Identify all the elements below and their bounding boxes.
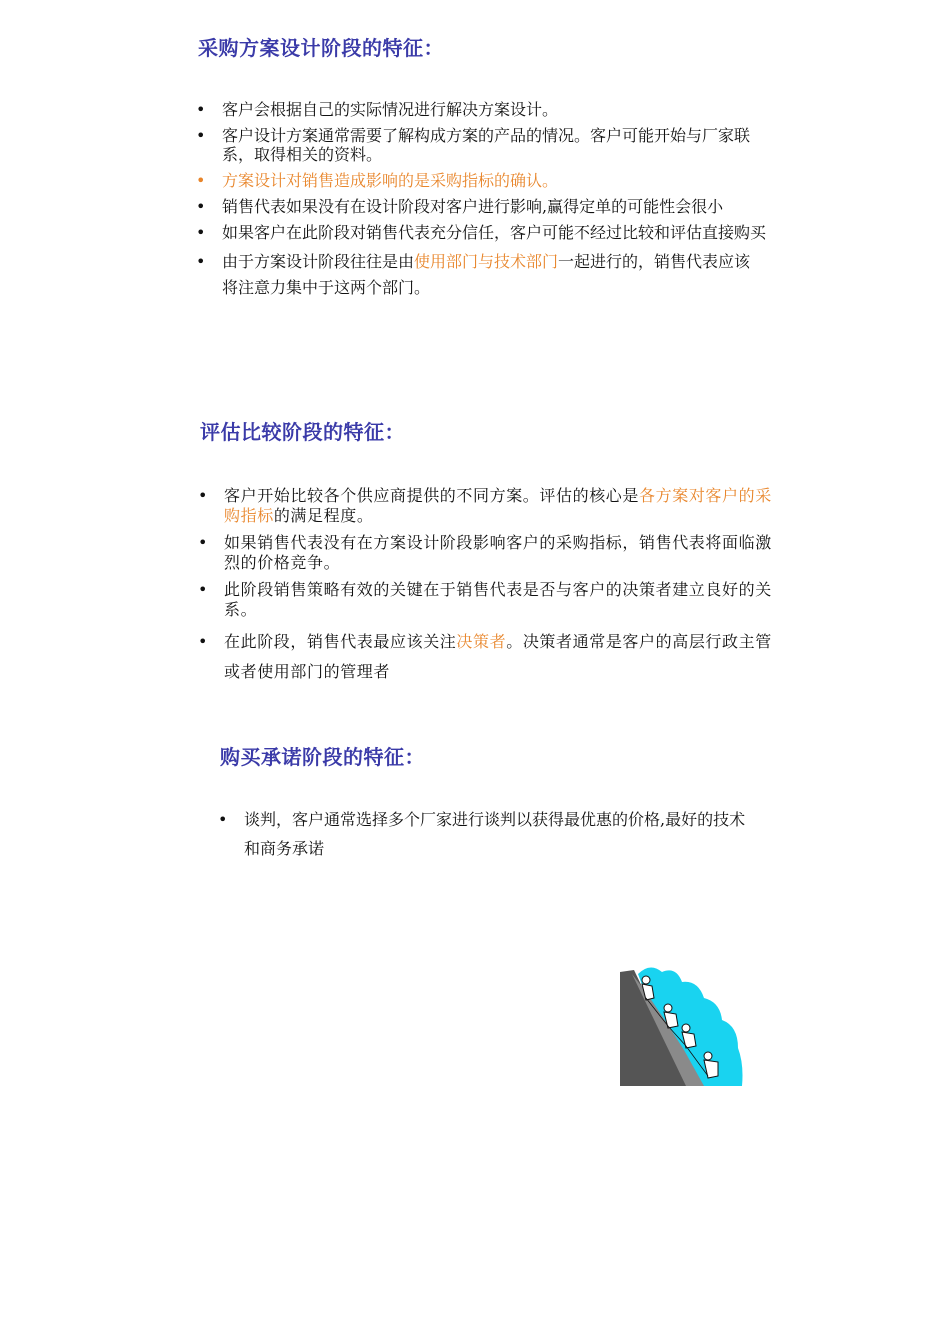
item-text: 客户开始比较各个供应商提供的不同方案。评估的核心是 bbox=[224, 486, 640, 505]
list-item bbox=[198, 486, 774, 526]
list-item: • 谈判，客户通常选择多个厂家进行谈判以获得最优惠的价格,最好的技术和商务承诺 bbox=[218, 805, 758, 863]
mountain-climbers-illustration bbox=[620, 964, 744, 1086]
section-title-solution-design: 采购方案设计阶段的特征： bbox=[198, 36, 444, 60]
item-text: 。决策者通常是客户的高层行政主管或者使用部门的管理者 bbox=[224, 632, 772, 681]
section-title-purchase-commitment: 购买承诺阶段的特征： bbox=[220, 745, 425, 769]
list-item bbox=[196, 249, 766, 301]
list-item: • 此阶段销售策略有效的关键在于销售代表是否与客户的决策者建立良好的关系。 bbox=[198, 580, 774, 620]
item-text: 由于方案设计阶段往往是由 bbox=[222, 252, 415, 271]
highlight-text: 使用部门与技术部门 bbox=[414, 252, 559, 271]
list-item bbox=[198, 627, 774, 687]
list-item-highlighted: • 方案设计对销售造成影响的是采购指标的确认。 bbox=[196, 171, 766, 190]
highlight-text: 各方案对客户的采购指标 bbox=[224, 486, 772, 525]
list-item: • 如果客户在此阶段对销售代表充分信任，客户可能不经过比较和评估直接购买 bbox=[196, 223, 766, 242]
highlight-text: 决策者 bbox=[456, 632, 507, 651]
section-title-evaluation: 评估比较阶段的特征： bbox=[200, 420, 405, 444]
item-text: 在此阶段，销售代表最应该关注 bbox=[224, 632, 457, 651]
purchase-commitment-list bbox=[218, 805, 758, 870]
evaluation-list bbox=[198, 486, 774, 694]
list-item: • 销售代表如果没有在设计阶段对客户进行影响,赢得定单的可能性会很小 bbox=[196, 197, 766, 216]
list-item: • 如果销售代表没有在方案设计阶段影响客户的采购指标，销售代表将面临激烈的价格竞争。 bbox=[198, 533, 774, 573]
item-text: 一起进行的，销售代表应该将注意力集中于这两个部门。 bbox=[222, 252, 751, 297]
list-item: • 客户会根据自己的实际情况进行解决方案设计。 bbox=[196, 100, 766, 119]
item-text: 的满足程度。 bbox=[273, 506, 374, 525]
solution-design-list bbox=[196, 100, 766, 308]
list-item: • 客户设计方案通常需要了解构成方案的产品的情况。客户可能开始与厂家联系，取得相关的资料。 bbox=[196, 126, 766, 164]
